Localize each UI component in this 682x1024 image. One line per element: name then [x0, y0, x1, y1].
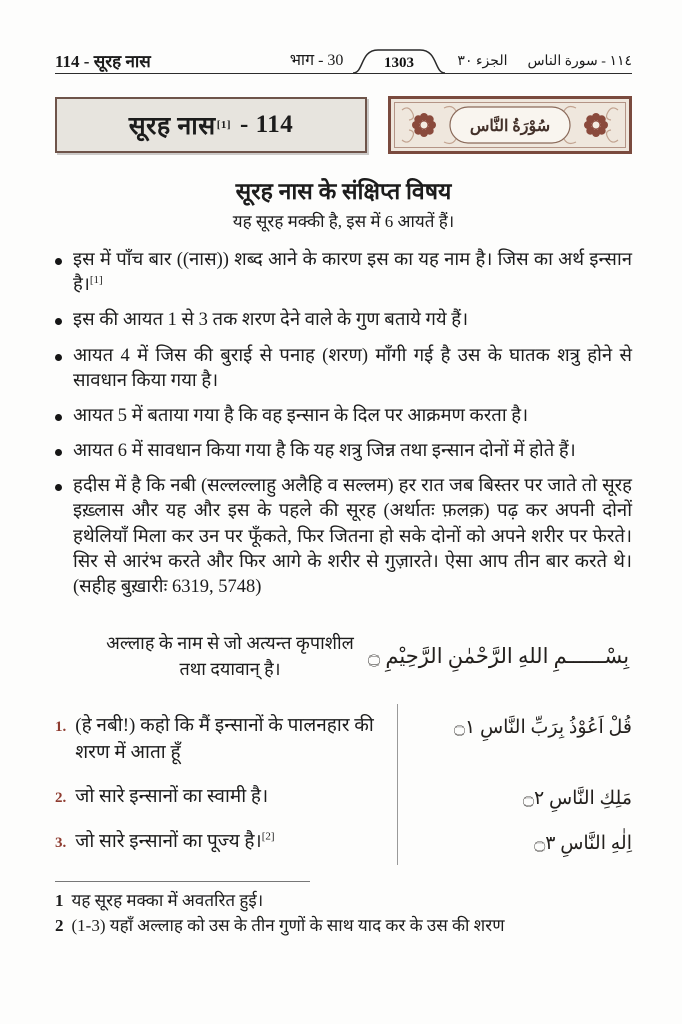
verse-text-hindi: जो सारे इन्सानों का स्वामी है।	[75, 786, 269, 808]
verse-text-arabic: اِلٰهِ النَّاسِ ۝٣	[397, 820, 632, 865]
bullet-icon	[55, 258, 62, 265]
verse-row-hindi	[55, 775, 397, 820]
footnote-item	[55, 913, 632, 939]
page-header	[55, 48, 632, 74]
verse-number: 2.	[55, 790, 67, 807]
verse-number: 3.	[55, 835, 67, 851]
verse-text-arabic: قُلْ اَعُوْذُ بِرَبِّ النَّاسِ ۝١	[397, 704, 632, 775]
bullet-icon	[55, 354, 62, 361]
verse-text-hindi: जो सारे इन्सानों का पूज्य है।[2]	[75, 830, 275, 852]
bullet-text: आयत 6 में सावधान किया गया है कि यह शत्रु जिन्न तथा इन्सान दोनों में होते हैं।	[73, 441, 576, 462]
bullet-icon	[55, 449, 62, 456]
footnote-text: यह सूरह मक्का में अवतरित हुई।	[71, 890, 264, 910]
bullet-text: हदीस में है कि नबी (सल्लल्लाहु अलैहि व सल्लम) हर रात जब बिस्तर पर जाते तो सूरह इख़्लास और यह और इस के पहले की सूरह (अर्थातः फ़लक़) पढ़ कर अपनी दोनों हथेलियाँ मिला कर उन पर फूँकते, फिर जितना हो सके दोनों को अपने शरीर पर फेरते। सिर से आरंभ करते और फिर आगे के शरीर से गुज़ारते। ऐसा आप तीन बार करते थे। (सहीह बुख़ारीः 6319, 5748)	[73, 476, 632, 597]
page-number-tab	[353, 48, 445, 74]
verse-number: 1.	[55, 719, 67, 736]
summary-subheading: यह सूरह मक्की है, इस में 6 आयतें हैं।	[232, 212, 455, 231]
bullet-text: इस की आयत 1 से 3 तक शरण देने वाले के गुण बताये गये हैं।	[73, 310, 469, 331]
bullet-text: आयत 5 में बताया गया है कि वह इन्सान के दिल पर आक्रमण करता है।	[73, 405, 529, 426]
page-number: 1303	[384, 55, 415, 71]
bismillah-hindi: अल्लाह के नाम से जो अत्यन्त कृपाशील तथा दयावान् है।	[106, 633, 354, 680]
rosette-icon	[584, 113, 608, 137]
verses-section	[55, 704, 632, 864]
footnote-item	[55, 888, 632, 914]
verse-row-hindi	[55, 820, 397, 865]
surah-title-box	[55, 97, 367, 153]
verse-text-arabic: مَلِكِ النَّاسِ ۝٢	[397, 775, 632, 820]
bismillah-row	[55, 630, 632, 682]
bullet-item	[55, 439, 632, 464]
bullet-item	[55, 404, 632, 429]
bullet-icon	[55, 484, 62, 491]
footnote-number: 2	[55, 916, 64, 936]
header-title-left: 114 - सूरह नास	[55, 52, 151, 71]
bullet-text: आयत 4 में जिस की बुराई से पनाह (शरण) माँगी गई है उस के घातक शत्रु होने से सावधान किया गया है।	[73, 345, 632, 391]
summary-heading: सूरह नास के संक्षिप्त विषय	[235, 179, 452, 204]
footnote-number: 1	[55, 890, 64, 910]
footnote-ref: [1]	[89, 274, 103, 287]
banner-arabic-title: سُوْرَةُ النَّاس	[469, 118, 551, 135]
surah-header-label: ١١٤ - سورة الناس	[527, 54, 632, 69]
bismillah-arabic: بِسْــــــمِ اللهِ الرَّحْمٰنِ الرَّحِيْمِ ۝	[367, 643, 630, 668]
verse-row-hindi	[55, 704, 397, 775]
juz-label: الجزء ٣٠	[457, 54, 508, 69]
bullet-item	[55, 344, 632, 394]
title-row	[55, 96, 632, 154]
bullet-item	[55, 308, 632, 333]
part-label: भाग - 30	[289, 52, 344, 69]
surah-title-hindi: सूरह नास	[128, 113, 216, 140]
bullet-icon	[55, 318, 62, 325]
bullet-text: इस में पाँच बार ((नास)) शब्द आने के कारण इस का यह नाम है। जिस का अर्थ इन्सान है।[1]	[73, 250, 632, 296]
verse-text-hindi: (हे नबी!) कहो कि मैं इन्सानों के पालनहार की शरण में आता हूँ	[75, 715, 374, 763]
bullet-item	[55, 248, 632, 298]
bullet-icon	[55, 414, 62, 421]
surah-number: - 114	[240, 111, 294, 138]
title-footnote-ref: [1]	[216, 119, 232, 131]
footnote-divider	[55, 881, 310, 882]
rosette-icon	[412, 113, 436, 137]
footnotes	[55, 888, 632, 939]
bullet-item	[55, 474, 632, 600]
summary-bullet-list	[55, 248, 632, 600]
footnote-ref: [2]	[261, 830, 275, 843]
ornamental-banner	[388, 96, 632, 154]
footnote-text: (1-3) यहाँ अल्लाह को उस के तीन गुणों के साथ याद कर के उस की शरण	[71, 916, 505, 936]
